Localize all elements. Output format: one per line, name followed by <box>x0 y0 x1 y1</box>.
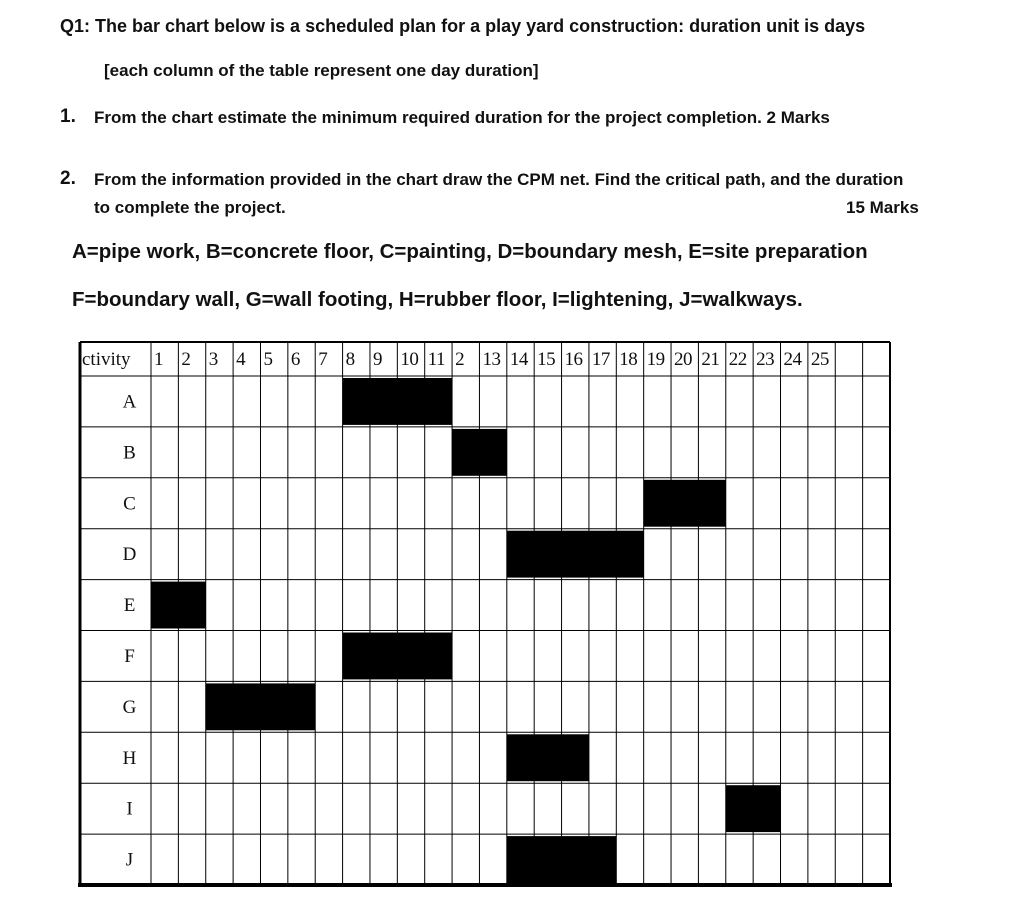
legend-line-1: A=pipe work, B=concrete floor, C=painting, D=boundary mesh, E=site preparation <box>72 240 868 263</box>
activity-label: C <box>123 493 136 515</box>
day-label: 25 <box>810 349 829 370</box>
day-label: 18 <box>619 349 638 370</box>
activity-label: E <box>123 595 136 617</box>
item-2-text-continued: to complete the project. <box>94 198 286 217</box>
day-label: 19 <box>646 349 665 370</box>
day-label: 9 <box>372 349 382 370</box>
item-2-marks: 15 Marks <box>846 198 919 217</box>
day-label: 11 <box>427 349 446 370</box>
activity-label: A <box>122 391 137 413</box>
day-label: 2 <box>181 349 191 370</box>
question-title: Q1: The bar chart below is a scheduled plan for a play yard construction: duration unit is days <box>60 16 866 36</box>
bar-c <box>644 480 726 527</box>
day-label: 16 <box>564 349 583 370</box>
activity-label: F <box>124 645 135 667</box>
activity-label: D <box>122 544 137 566</box>
legend-line-2: F=boundary wall, G=wall footing, H=rubber floor, I=lightening, J=walkways. <box>72 288 803 311</box>
day-label: 2 <box>455 349 465 370</box>
day-label: 1 <box>154 349 163 370</box>
day-label: 10 <box>400 349 419 370</box>
day-label: 7 <box>318 349 328 370</box>
day-label: 15 <box>537 349 556 370</box>
activity-label: G <box>122 696 137 718</box>
activity-label: J <box>125 849 134 871</box>
day-label: 13 <box>482 349 501 370</box>
day-label: 21 <box>701 349 720 370</box>
day-label: 3 <box>208 349 218 370</box>
bar-d <box>507 531 644 578</box>
day-label: 24 <box>783 349 802 370</box>
activity-label: B <box>123 442 136 464</box>
item-2-number: 2. <box>60 168 76 189</box>
day-label: 17 <box>591 349 610 370</box>
day-label: 6 <box>290 349 300 370</box>
day-label: 20 <box>674 349 693 370</box>
day-label: 4 <box>236 349 246 370</box>
activity-label: H <box>122 747 137 769</box>
item-2-text: From the information provided in the chart draw the CPM net. Find the critical path, and the duration <box>94 170 904 189</box>
day-label: 23 <box>756 349 775 370</box>
activity-label: I <box>126 798 133 820</box>
day-label: 8 <box>345 349 355 370</box>
question-note: [each column of the table represent one day duration] <box>104 61 539 80</box>
header-activity-label: ctivity <box>82 349 131 370</box>
item-1-text: From the chart estimate the minimum required duration for the project completion. 2 Marks <box>94 108 830 127</box>
bar-h <box>507 734 589 781</box>
day-label: 22 <box>728 349 747 370</box>
day-label: 14 <box>509 349 528 370</box>
item-1-number: 1. <box>60 106 76 127</box>
day-label: 5 <box>263 349 273 370</box>
